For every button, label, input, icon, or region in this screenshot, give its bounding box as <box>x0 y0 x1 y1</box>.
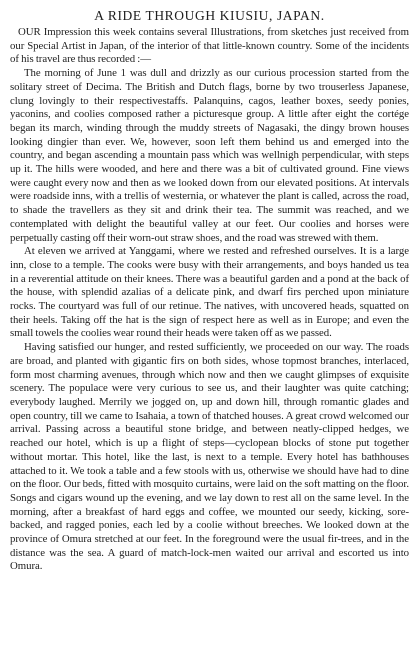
article-paragraph: OUR Impression this week contains several Illustrations, from sketches just received from our Special Artist in Japan, of the interior of that little-known country. Some of the incidents of his travel are thus recorded :— <box>10 26 409 66</box>
article-paragraph: Having satisfied our hunger, and rested sufficiently, we proceeded on our way. The roads are broad, and planted with gigantic firs on both sides, whose topmost branches, interlaced, form most charming avenues, through which now and then we caught glimpses of exquisite scenery. The populace were very curious to see us, and their laughter was quite catching; everybody laughed. Merrily we jogged on, up and down hill, through romantic glades and open country, till we came to Isahaia, a town of thatched houses. A great crowd welcomed our arrival. Passing across a beautiful stone bridge, and between neatly-clipped hedges, we reached our hotel, which is up a flight of steps—cyclopean blocks of stone put together without mortar. This hotel, like the last, is next to a temple. Every hotel has bathhouses attached to it. We took a table and a few stools with us, otherwise we should have had to dine on the floor. Our beds, fitted with mosquito curtains, were laid on the soft matting on the floor. Songs and cigars wound up the evening, and we lay down to rest all on the same level. In the morning, after a breakfast of hard eggs and coffee, we mounted our seedy, kicking, sore-backed, and ragged ponies, each led by a coolie without breeches. We looked down at the province of Omura stretched at our feet. In the foreground were the usual fir-trees, and in the distance was the sea. A guard of match-lock-men waited our arrival and escorted us into Omura. <box>10 341 409 573</box>
article-title: A RIDE THROUGH KIUSIU, JAPAN. <box>94 8 325 23</box>
article-paragraph: The morning of June 1 was dull and drizzly as our curious procession started from the solitary street of Decima. The British and Dutch flags, borne by two trouserless Japanese, clung lovingly to their respectivestaffs. Palanquins, cagos, leather boxes, seedy ponies, yaconins, and coolies composed rather a picturesque group. A little after eight the cortége began its march, winding through the muddy streets of Nagasaki, the dingy brown houses looking dingier than ever. We, however, soon left them behind us and emerged into the country, and began ascending a mountain pass which was wellnigh perpendicular, with steps up it. The hills were wooded, and here and there was a bit of cultivated ground. Fine views were caught every now and then as we looked down from our elevated positions. At intervals were roadside inns, with a trellis of westernia, or whatever the plant is called, across the road, to shade the travellers as they sit and drink their tea. The summit was reached, and we contemplated with delight the beautiful valley at our feet. Our coolies and horses were perpetually casting off their worn-out straw shoes, and the road was strewed with them. <box>10 67 409 244</box>
article-paragraph: At eleven we arrived at Yanggami, where we rested and refreshed ourselves. It is a large inn, close to a temple. The cooks were busy with their arrangements, and boys handed us tea in a reverential attitude on their knees. There was a beautiful garden and a pond at the back of the house, with splendid azalias of a delicate pink, and dwarf firs perched upon miniature rocks. The courtyard was full of our retinue. The natives, with uncovered heads, squatted on their heels. Taking off the hat is the sign of respect here as well as in Europe; and even the small towels the coolies wear round their heads were taken off as we passed. <box>10 245 409 340</box>
article-body <box>10 26 409 574</box>
